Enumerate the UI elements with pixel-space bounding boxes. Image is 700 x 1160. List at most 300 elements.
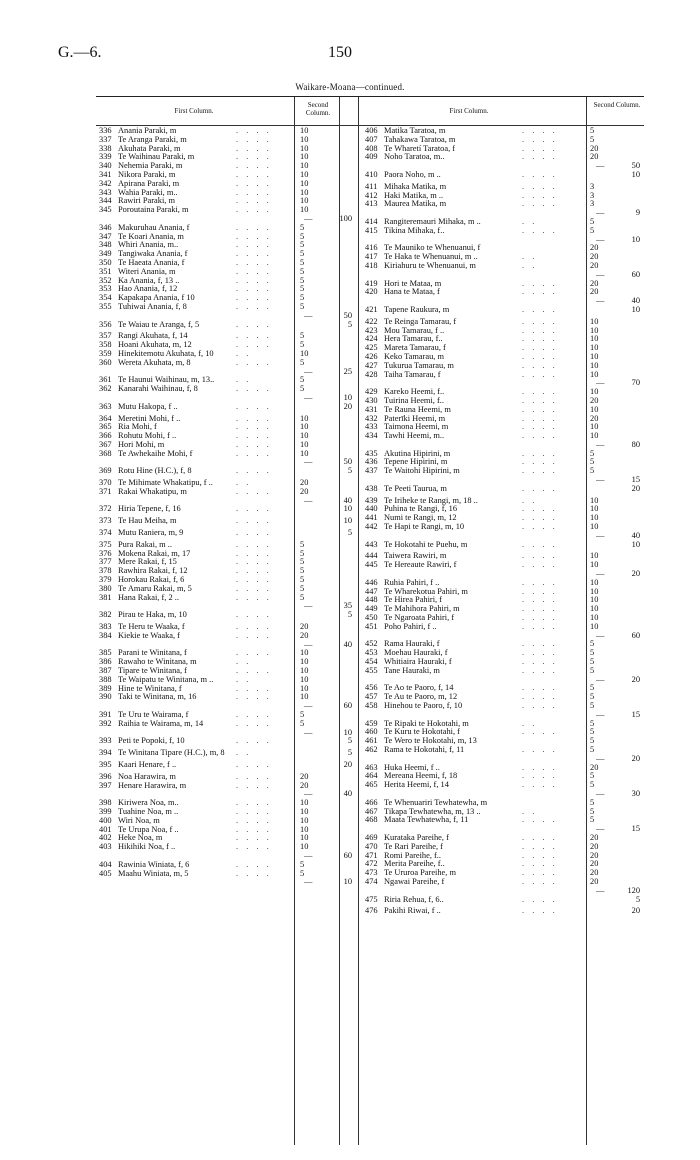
first-column-value: 5	[300, 375, 305, 385]
leader-dots: . . . .	[236, 231, 272, 241]
second-column-value: 5	[347, 528, 352, 538]
leader-dots: . . . .	[522, 665, 558, 675]
leader-dots: . . . .	[522, 395, 558, 405]
entry-number: 472	[365, 859, 378, 869]
entry-number: 364	[99, 413, 112, 423]
entry-row	[96, 693, 358, 702]
entry-number: 395	[99, 759, 112, 769]
first-column-value: 5	[300, 340, 305, 350]
entry-name: Paora Noho, m ..	[384, 169, 441, 179]
entry-number: 423	[365, 325, 378, 335]
entry-number: 374	[99, 528, 112, 538]
entry-number: 439	[365, 495, 378, 505]
first-column-value: 20	[590, 152, 599, 162]
entry-number: 421	[365, 304, 378, 314]
leader-dots: . . . .	[522, 287, 558, 297]
subtotal-dash: —	[304, 213, 313, 223]
entry-name: Kurataka Pareihe, f	[384, 832, 449, 842]
first-column-value: 20	[590, 413, 599, 423]
first-column-value: 10	[300, 126, 309, 135]
entry-number: 356	[99, 319, 112, 329]
subtotal-dash: —	[596, 439, 605, 449]
first-column-value: 10	[590, 334, 599, 344]
leader-dots: . . . .	[522, 692, 558, 702]
first-column-value: 10	[590, 495, 599, 505]
entry-name: Hinehou te Paoro, f, 10	[384, 701, 463, 710]
subtotal-dash: —	[304, 639, 313, 649]
entry-number: 454	[365, 657, 378, 667]
entry-name: Kanarahi Waihinau, f, 8	[118, 384, 198, 394]
entry-number: 436	[365, 457, 378, 467]
leader-dots: . . . .	[522, 325, 558, 335]
entry-row	[96, 737, 358, 746]
first-column-value: 5	[590, 701, 595, 710]
subtotal-row	[96, 878, 358, 887]
second-column-value: 10	[631, 234, 640, 244]
entry-number: 438	[365, 483, 378, 493]
entry-name: Pura Rakai, m ..	[118, 539, 172, 549]
entry-number: 462	[365, 744, 378, 754]
first-column-value: 10	[590, 560, 599, 570]
leader-dots: . . . .	[522, 126, 558, 135]
entry-number: 362	[99, 384, 112, 394]
first-column-value: 5	[300, 301, 305, 311]
entry-number: 385	[99, 648, 112, 658]
leader-dots: . .	[236, 657, 252, 667]
entry-row	[96, 843, 358, 852]
entry-name: Hana te Mataa, f	[384, 287, 440, 297]
entry-name: Rohutu Mohi, f ..	[118, 431, 177, 441]
leader-dots: . . . .	[522, 701, 558, 710]
entry-name: Tikina Mihaka, f..	[384, 225, 445, 235]
entry-name: Haki Matika, m ..	[384, 190, 444, 200]
entry-row	[96, 321, 358, 330]
entry-name: Te Wero te Hokotahi, m, 13	[384, 736, 477, 746]
entry-name: Te Amaru Rakai, m, 5	[118, 583, 192, 593]
entry-number: 383	[99, 622, 112, 632]
leader-dots: . . . .	[236, 683, 272, 693]
leader-dots: . . . .	[522, 413, 558, 423]
first-column-value: 10	[300, 674, 309, 684]
entry-number: 367	[99, 439, 112, 449]
entry-name: Kaari Henare, f ..	[118, 759, 177, 769]
entry-number: 414	[365, 216, 378, 226]
page-header	[0, 0, 700, 90]
second-column-value: 5	[347, 748, 352, 758]
leader-dots: . .	[522, 260, 538, 270]
entry-name: Te Koari Anania, m	[118, 231, 184, 241]
entry-number: 420	[365, 287, 378, 297]
entry-number: 384	[99, 630, 112, 640]
leader-dots: . . . .	[236, 293, 272, 303]
entry-row	[96, 359, 358, 368]
first-column-value: 10	[300, 143, 309, 153]
first-column-value: 10	[300, 683, 309, 693]
first-column-value: 5	[590, 718, 595, 728]
second-column-value: 5	[347, 466, 352, 476]
entry-name: Pakihi Riwai, f ..	[384, 906, 441, 916]
first-column-value: 10	[590, 387, 599, 397]
entry-number: 386	[99, 657, 112, 667]
entry-number: 445	[365, 560, 378, 570]
first-column-value: 10	[300, 692, 309, 702]
first-column-value: 5	[590, 806, 595, 816]
second-column-value: 40	[343, 789, 352, 799]
first-column-value: 5	[590, 639, 595, 649]
entry-number: 349	[99, 249, 112, 259]
entry-row	[96, 749, 358, 758]
entry-row	[96, 632, 358, 641]
leader-dots: . . . .	[236, 266, 272, 276]
leader-dots: . . . .	[522, 621, 558, 631]
second-column-value: 20	[343, 759, 352, 769]
first-column-value: 5	[300, 557, 305, 567]
first-column-value: 10	[300, 798, 309, 808]
leader-dots: . . . .	[236, 798, 272, 808]
entry-name: Rotu Hine (H.C.), f, 8	[118, 466, 192, 476]
leader-dots: . . . .	[522, 613, 558, 623]
entry-name: Wereta Akuhata, m, 8	[118, 357, 191, 367]
leader-dots: . . . .	[522, 727, 558, 737]
first-column-value: 10	[590, 369, 599, 379]
entry-name: Taiwera Rawiri, m	[384, 551, 447, 561]
entry-number: 361	[99, 375, 112, 385]
entry-name: Romi Pareihe, f..	[384, 850, 441, 860]
entry-number: 465	[365, 780, 378, 790]
entry-number: 393	[99, 736, 112, 746]
second-column-value: 20	[631, 906, 640, 916]
leader-dots: . . . .	[236, 152, 272, 162]
first-column-value: 5	[300, 249, 305, 259]
first-column-value: 10	[300, 815, 309, 825]
first-column-value: 5	[300, 575, 305, 585]
entry-name: Tahakawa Taratoa, m	[384, 134, 456, 144]
first-column-value: 20	[590, 841, 599, 851]
subtotal-dash: —	[596, 296, 605, 306]
second-column-value: 40	[343, 639, 352, 649]
entry-number: 467	[365, 806, 378, 816]
subtotal-dash: —	[596, 824, 605, 834]
entry-number: 463	[365, 762, 378, 772]
subtotal-dash: —	[596, 709, 605, 719]
leader-dots: . . . .	[522, 304, 558, 314]
first-column-value: 10	[300, 439, 309, 449]
first-column-value: 3	[590, 190, 595, 200]
entry-name: Mou Tamarau, f ..	[384, 325, 445, 335]
leader-dots: . . . .	[236, 736, 272, 746]
leader-dots: . . . .	[522, 513, 558, 523]
entry-number: 354	[99, 293, 112, 303]
second-column-value: 10	[343, 392, 352, 402]
leader-dots: . . . .	[236, 842, 272, 852]
second-column-value: 15	[631, 709, 640, 719]
second-column-value: 9	[635, 208, 640, 218]
entry-number: 372	[99, 504, 112, 514]
entry-name: Nehemia Paraki, m	[118, 161, 183, 171]
first-column-value: 5	[590, 225, 595, 235]
entry-name: Te Mahihora Pahiri, m	[384, 604, 460, 614]
leader-dots: . .	[522, 216, 538, 226]
leader-dots: . . . .	[522, 859, 558, 869]
leader-dots: . . . .	[236, 710, 272, 719]
entry-row	[96, 403, 358, 412]
leader-dots: . .	[236, 674, 252, 684]
leader-dots: . . . .	[522, 539, 558, 549]
entry-number: 466	[365, 797, 378, 807]
entry-name: Kiriahuru te Whenuanui, m	[384, 260, 476, 270]
leader-dots: . . . .	[236, 806, 272, 816]
entry-number: 390	[99, 692, 112, 702]
first-column-value: 3	[590, 199, 595, 209]
entry-name: Hera Tamarau, f..	[384, 334, 443, 344]
entry-row	[96, 505, 358, 514]
entry-name: Te Hokotahi te Puehu, m	[384, 539, 468, 549]
leader-dots: . . . .	[522, 586, 558, 596]
entry-number: 444	[365, 551, 378, 561]
entry-name: Apirana Paraki, m	[118, 178, 180, 188]
first-column-value: 20	[590, 278, 599, 288]
subtotal-dash: —	[304, 310, 313, 320]
entry-name: Hao Anania, f, 12	[118, 284, 178, 294]
leader-dots: . . . .	[236, 759, 272, 769]
entry-number: 343	[99, 187, 112, 197]
leader-dots: . . . .	[522, 431, 558, 441]
first-column-value: 20	[590, 876, 599, 886]
second-column-header: Second Column.	[593, 101, 641, 109]
leader-dots: . . . .	[236, 630, 272, 640]
entry-row	[96, 517, 358, 526]
leader-dots: . . . .	[236, 575, 272, 585]
entry-number: 400	[99, 815, 112, 825]
entry-number: 460	[365, 727, 378, 737]
entry-name: Wahia Paraki, m..	[118, 187, 178, 197]
entry-row	[96, 529, 358, 538]
first-column-header: First Column.	[449, 107, 489, 115]
entry-name: Rawiri Paraki, m	[118, 196, 175, 206]
entry-name: Matika Taratoa, m	[384, 126, 446, 135]
leader-dots: . . . .	[522, 683, 558, 693]
entry-number: 458	[365, 701, 378, 710]
second-column-value: 50	[343, 310, 352, 320]
leader-dots: . .	[236, 348, 252, 358]
entry-number: 403	[99, 842, 112, 852]
entry-name: Keko Tamarau, m	[384, 351, 444, 361]
entry-name: Te Wharekotua Pahiri, m	[384, 586, 468, 596]
first-column-value: 10	[590, 351, 599, 361]
first-column-value: 10	[590, 431, 599, 441]
second-column-value: 120	[627, 885, 640, 895]
entry-number: 457	[365, 692, 378, 702]
entry-row	[96, 488, 358, 497]
first-column-value: 20	[590, 859, 599, 869]
entry-name: Riria Rehua, f, 6..	[384, 894, 444, 904]
first-column-value: 5	[300, 357, 305, 367]
entry-number: 388	[99, 674, 112, 684]
entry-number: 396	[99, 771, 112, 781]
page-number: 150	[328, 44, 352, 61]
second-column-value: 20	[631, 483, 640, 493]
first-column-value: 5	[300, 257, 305, 267]
entry-name: Tukurua Tamarau, m	[384, 360, 454, 370]
leader-dots: . . . .	[236, 771, 272, 781]
subtotal-dash: —	[596, 234, 605, 244]
entry-name: Kapakapa Anania, f 10	[118, 293, 195, 303]
second-column-value: 50	[631, 161, 640, 171]
entry-number: 441	[365, 513, 378, 523]
leader-dots: . . . .	[236, 592, 272, 602]
second-column-value: 5	[347, 319, 352, 329]
second-column-value: 5	[347, 610, 352, 620]
entry-number: 426	[365, 351, 378, 361]
first-column-value: 10	[300, 657, 309, 667]
subtotal-dash: —	[596, 630, 605, 640]
first-column-value: 5	[300, 293, 305, 303]
leader-dots: . . . .	[236, 431, 272, 441]
entry-number: 377	[99, 557, 112, 567]
leader-dots: . . . .	[236, 504, 272, 514]
entry-number: 473	[365, 868, 378, 878]
left-rows	[96, 127, 358, 887]
entry-name: Te Mauniko te Whenuanui, f	[384, 243, 481, 253]
first-column-value: 10	[590, 325, 599, 335]
leader-dots: . .	[236, 748, 252, 758]
entry-name: Te Hau Meiha, m	[118, 516, 177, 526]
leader-dots: . . . .	[236, 566, 272, 576]
entry-name: Te Ao te Paoro, f, 14	[384, 683, 454, 693]
entry-name: Maurea Matika, m	[384, 199, 447, 209]
leader-dots: . . . .	[522, 604, 558, 614]
entry-name: Te Peeti Taurua, m	[384, 483, 447, 493]
first-column-value: 5	[300, 266, 305, 276]
first-column-value: 5	[590, 665, 595, 675]
second-column-value: 10	[343, 877, 352, 887]
entry-number: 338	[99, 143, 112, 153]
entry-number: 415	[365, 225, 378, 235]
entry-name: Maata Tewhatewha, f, 11	[384, 815, 469, 825]
entry-name: Herita Heemi, f, 14	[384, 780, 449, 790]
second-column-value: 40	[343, 495, 352, 505]
entry-number: 407	[365, 134, 378, 144]
leader-dots: . . . .	[236, 868, 272, 878]
leader-dots: . . . .	[236, 284, 272, 294]
second-column-value: 5	[347, 736, 352, 746]
leader-dots: . . . .	[522, 466, 558, 476]
leader-dots: . . . .	[236, 718, 272, 728]
entry-number: 419	[365, 278, 378, 288]
first-column-value: 10	[590, 513, 599, 523]
entry-name: Tepene Hipirini, m	[384, 457, 448, 467]
leader-dots: . . . .	[236, 448, 272, 458]
first-column-value: 5	[300, 275, 305, 285]
entry-name: Maahu Winiata, m, 5	[118, 868, 189, 878]
entry-number: 452	[365, 639, 378, 649]
entry-number: 413	[365, 199, 378, 209]
second-column-value: 100	[339, 213, 352, 223]
entry-name: Taki te Winitana, m, 16	[118, 692, 197, 702]
entry-name: Peti te Popoki, f, 10	[118, 736, 185, 746]
leader-dots: . . . .	[236, 622, 272, 632]
entry-number: 399	[99, 806, 112, 816]
entry-name: Nikora Paraki, m	[118, 169, 176, 179]
entry-name: Kiekie te Waaka, f	[118, 630, 180, 640]
entry-number: 443	[365, 539, 378, 549]
entry-number: 376	[99, 548, 112, 558]
entry-row	[362, 485, 644, 494]
leader-dots: . . . .	[236, 516, 272, 526]
first-column-value: 3	[590, 181, 595, 191]
subtotal-dash: —	[304, 789, 313, 799]
second-column-value: 50	[343, 457, 352, 467]
entry-number: 432	[365, 413, 378, 423]
entry-number: 416	[365, 243, 378, 253]
leader-dots: . .	[522, 252, 538, 262]
first-column-value: 5	[300, 583, 305, 593]
leader-dots: . . . .	[236, 169, 272, 179]
entry-name: Whiri Anania, m..	[118, 240, 179, 250]
first-column-value: 10	[300, 824, 309, 834]
entry-number: 451	[365, 621, 378, 631]
entry-name: Hana Rakai, f, 2 ..	[118, 592, 179, 602]
leader-dots: . . . .	[236, 196, 272, 206]
leader-dots: . . . .	[236, 340, 272, 350]
entry-name: Tuhiwai Anania, f, 8	[118, 301, 187, 311]
leader-dots: . . . .	[522, 351, 558, 361]
entry-name: Tapene Raukura, m	[384, 304, 450, 314]
subtotal-dash: —	[596, 885, 605, 895]
first-column-value: 20	[590, 252, 599, 262]
first-column-value: 5	[300, 231, 305, 241]
leader-dots: . . . .	[236, 486, 272, 496]
center-divider	[358, 97, 359, 1145]
first-column-value: 20	[300, 622, 309, 632]
entry-name: Te Wharetí Taratoa, f	[384, 143, 456, 153]
entry-row	[96, 206, 358, 215]
first-column-value: 10	[300, 348, 309, 358]
entry-number: 475	[365, 894, 378, 904]
subtotal-dash: —	[304, 877, 313, 887]
entry-row	[96, 450, 358, 459]
first-column-value: 20	[590, 287, 599, 297]
leader-dots: . . . .	[522, 152, 558, 162]
first-column-value: 20	[590, 143, 599, 153]
entry-name: Te Iriheke te Rangi, m, 18 ..	[384, 495, 478, 505]
first-column-value: 10	[300, 448, 309, 458]
entry-name: Puhina te Rangi, f, 16	[384, 504, 458, 514]
left-half	[96, 97, 358, 1145]
entry-name: Hiria Tepene, f, 16	[118, 504, 181, 514]
leader-dots: . .	[236, 375, 252, 385]
entry-number: 468	[365, 815, 378, 825]
leader-dots: . . . .	[522, 483, 558, 493]
first-column-value: 5	[590, 457, 595, 467]
right-rows	[362, 127, 644, 916]
leader-dots: . . . .	[236, 357, 272, 367]
leader-dots: . . . .	[522, 577, 558, 587]
entry-name: Te Hapi te Rangi, m, 10	[384, 522, 465, 532]
entry-number: 391	[99, 710, 112, 719]
entry-name: Hine te Winitana, f	[118, 683, 182, 693]
entry-number: 357	[99, 331, 112, 341]
leader-dots: . . . .	[522, 448, 558, 458]
leader-dots: . . . .	[522, 343, 558, 353]
first-column-value: 20	[590, 243, 599, 253]
entry-row	[362, 541, 644, 550]
entry-name: Te Hirea Pahiri, f	[384, 595, 443, 605]
leader-dots: . . . .	[522, 868, 558, 878]
entry-number: 342	[99, 178, 112, 188]
entry-name: Tangiwaka Anania, f	[118, 249, 188, 259]
first-column-value: 5	[590, 815, 595, 825]
